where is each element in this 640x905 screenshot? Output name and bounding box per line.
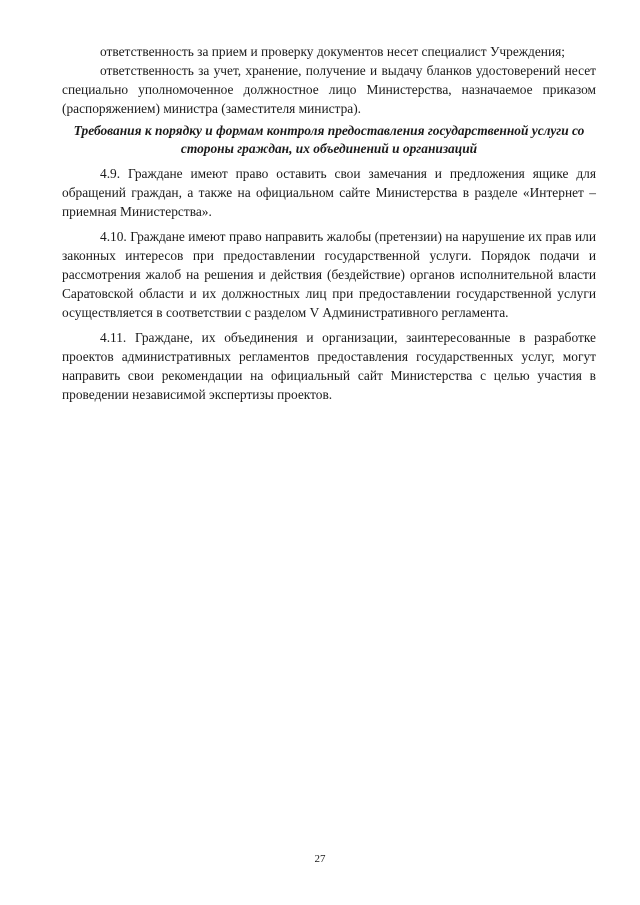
section-heading: Требования к порядку и формам контроля предоставления государственной услуги со стороны граждан, их объединений и организаций — [73, 123, 585, 156]
responsibility-paragraph-2: ответственность за учет, хранение, получение и выдачу бланков удостоверений несет специально уполномоченное должностное лицо Министерства, назначаемое приказом (распоряжением) министра (заместителя министра). — [62, 63, 596, 116]
page-number: 27 — [314, 853, 326, 865]
paragraph-4-10: 4.10. Граждане имеют право направить жалобы (претензии) на нарушение их прав или законных интересов при предоставлении государственной услуги. Порядок подачи и рассмотрения жалоб на решения и действия (бездействие) органов исполнительной власти Саратовской области и их должностных лиц при предоставлении государственной услуги осуществляется в соответствии с разделом V Административного регламента. — [62, 229, 596, 320]
paragraph-4-9: 4.9. Граждане имеют право оставить свои замечания и предложения ящике для обращений граждан, а также на официальном сайте Министерства в разделе «Интернет – приемная Министерства». — [62, 166, 596, 219]
document-page — [62, 42, 596, 404]
paragraph-4-11: 4.11. Граждане, их объединения и организации, заинтересованные в разработке проектов административных регламентов предоставления государственных услуг, могут направить свои рекомендации на официальный сайт Министерства с целью участия в проведении независимой экспертизы проектов. — [62, 330, 596, 402]
responsibility-paragraph-1: ответственность за прием и проверку документов несет специалист Учреждения; — [100, 44, 566, 59]
